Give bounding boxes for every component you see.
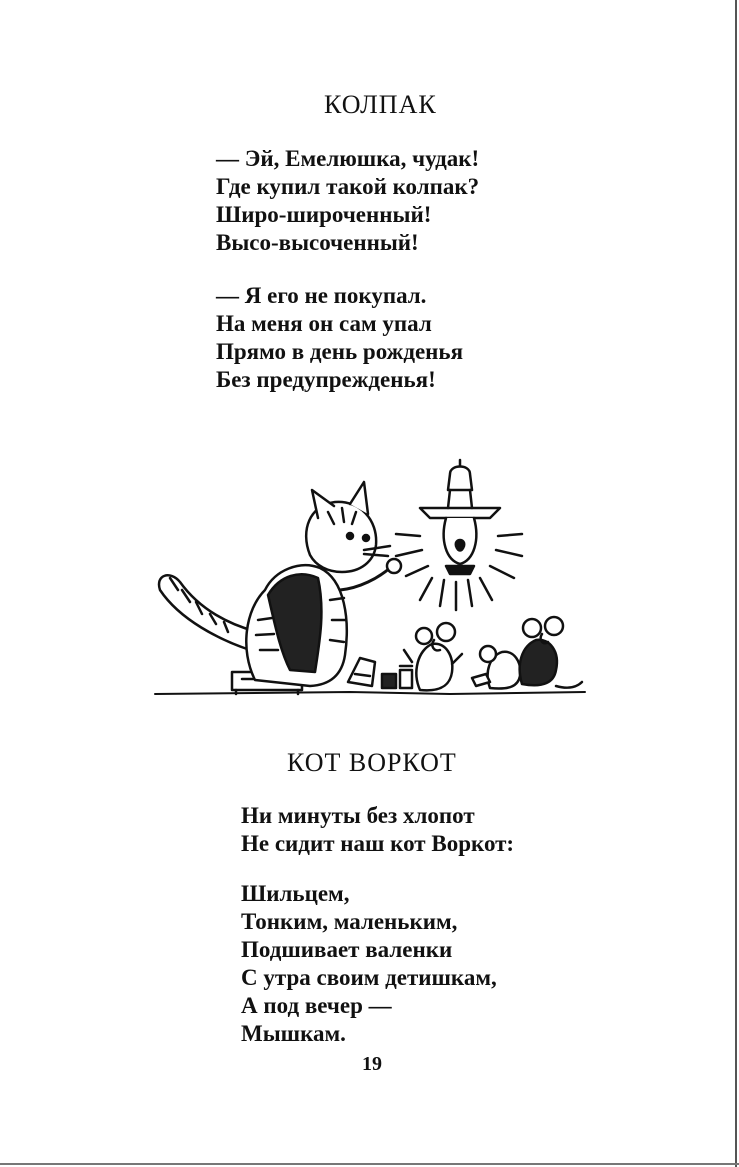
cat-with-mice-and-lamp-illustration — [150, 450, 590, 700]
poem-line: Широ-широченный! — [216, 202, 432, 227]
poem-kolpak-stanza-2 — [216, 282, 463, 394]
poem-line: — Эй, Емелюшка, чудак! — [216, 146, 480, 171]
poem-line: А под вечер — — [241, 993, 392, 1018]
poem-line: Ни минуты без хлопот — [241, 803, 475, 828]
poem-line: Шильцем, — [241, 881, 350, 906]
poem-line: Прямо в день рожденья — [216, 339, 464, 364]
poem-line: С утра своим детишкам, — [241, 965, 497, 990]
poem-title-kot-vorkot: КОТ ВОРКОТ — [287, 748, 457, 777]
page-edge-bottom — [0, 1163, 739, 1165]
poem-line: Без предупрежденья! — [216, 367, 436, 392]
poem-vorkot-stanza-1 — [241, 802, 514, 858]
page-number: 19 — [362, 1053, 382, 1075]
poem-line: Мышкам. — [241, 1021, 346, 1046]
poem-line: Где купил такой колпак? — [216, 174, 480, 199]
poem-line: — Я его не покупал. — [216, 283, 427, 308]
poem-line: Не сидит наш кот Воркот: — [241, 831, 515, 856]
poem-line: Высо-высоченный! — [216, 230, 419, 255]
poem-line: Подшивает валенки — [241, 937, 453, 962]
poem-kolpak-stanza-1 — [216, 145, 479, 257]
poem-line: Тонким, маленьким, — [241, 909, 458, 934]
poem-title-kolpak: КОЛПАК — [324, 90, 437, 119]
poem-line: На меня он сам упал — [216, 311, 432, 336]
poem-vorkot-stanza-2 — [241, 880, 497, 1048]
page-edge-right — [735, 0, 737, 1167]
